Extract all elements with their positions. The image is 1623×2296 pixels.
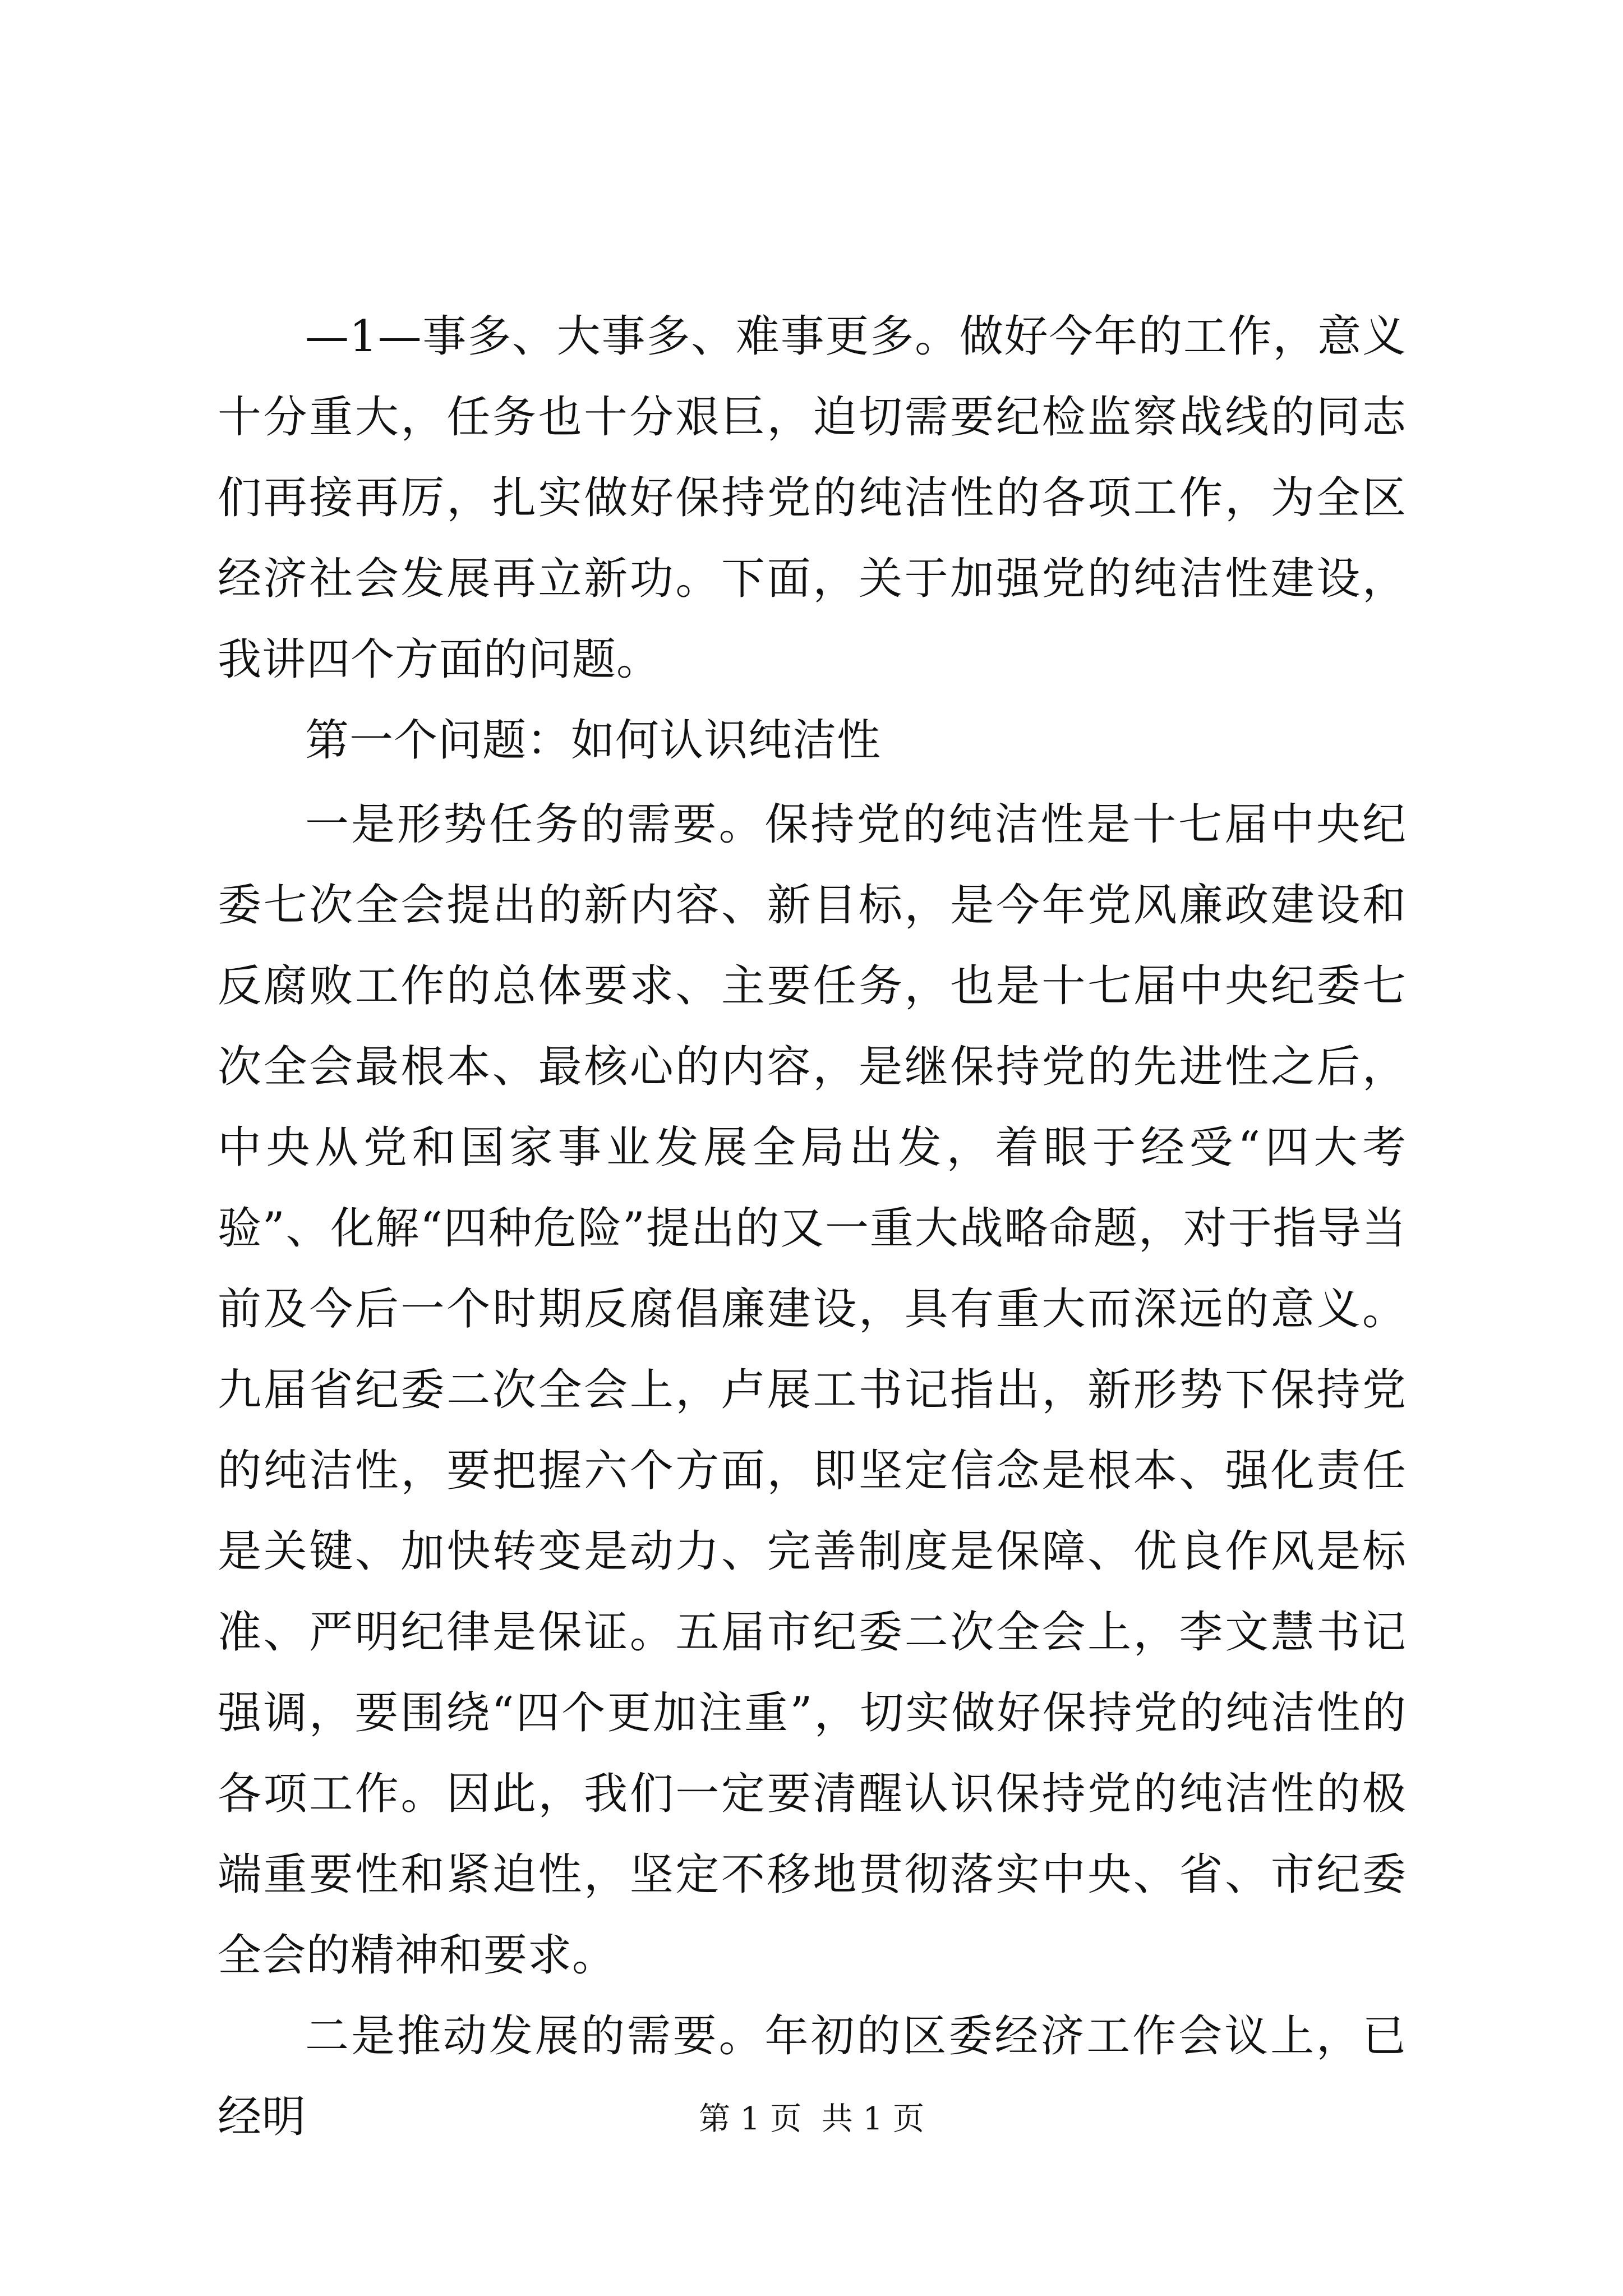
paragraph-intro: —1—事多、大事多、难事更多。做好今年的工作，意义十分重大，任务也十分艰巨，迫切需要纪检监察战线的同志们再接再厉，扎实做好保持党的纯洁性的各项工作，为全区经济社会发展再立新功。下面，关于加强党的纯洁性建设，我讲四个方面的问题。 — [218, 311, 1407, 685]
section-heading: 第一个问题：如何认识纯洁性 — [305, 715, 882, 766]
page-footer — [0, 2097, 1623, 2142]
paragraph-development: 二是推动发展的需要。年初的区委经济工作会议上，已经明 — [218, 2011, 1407, 2142]
paragraph-situation-task: 一是形势任务的需要。保持党的纯洁性是十七届中央纪委七次全会提出的新内容、新目标，是今年党风廉政建设和反腐败工作的总体要求、主要任务，也是十七届中央纪委七次全会最根本、最核心的内容，是继保持党的先进性之后，中央从党和国家事业发展全局出发，着眼于经受“四大考验”、化解“四种危险”提出的又一重大战略命题，对于指导当前及今后一个时期反腐倡廉建设，具有重大而深远的意义。九届省纪委二次全会上，卢展工书记指出，新形势下保持党的纯洁性，要把握六个方面，即坚定信念是根本、强化责任是关键、加快转变是动力、完善制度是保障、优良作风是标准、严明纪律是保证。五届市纪委二次全会上，李文慧书记强调，要围绕“四个更加注重”，切实做好保持党的纯洁性的各项工作。因此，我们一定要清醒认识保持党的纯洁性的极端重要性和紧迫性，坚定不移地贯彻落实中央、省、市纪委全会的精神和要求。 — [218, 799, 1407, 1981]
document-body — [218, 296, 1407, 2157]
page-number-label: 第 1 页 共 1 页 — [698, 2101, 925, 2137]
